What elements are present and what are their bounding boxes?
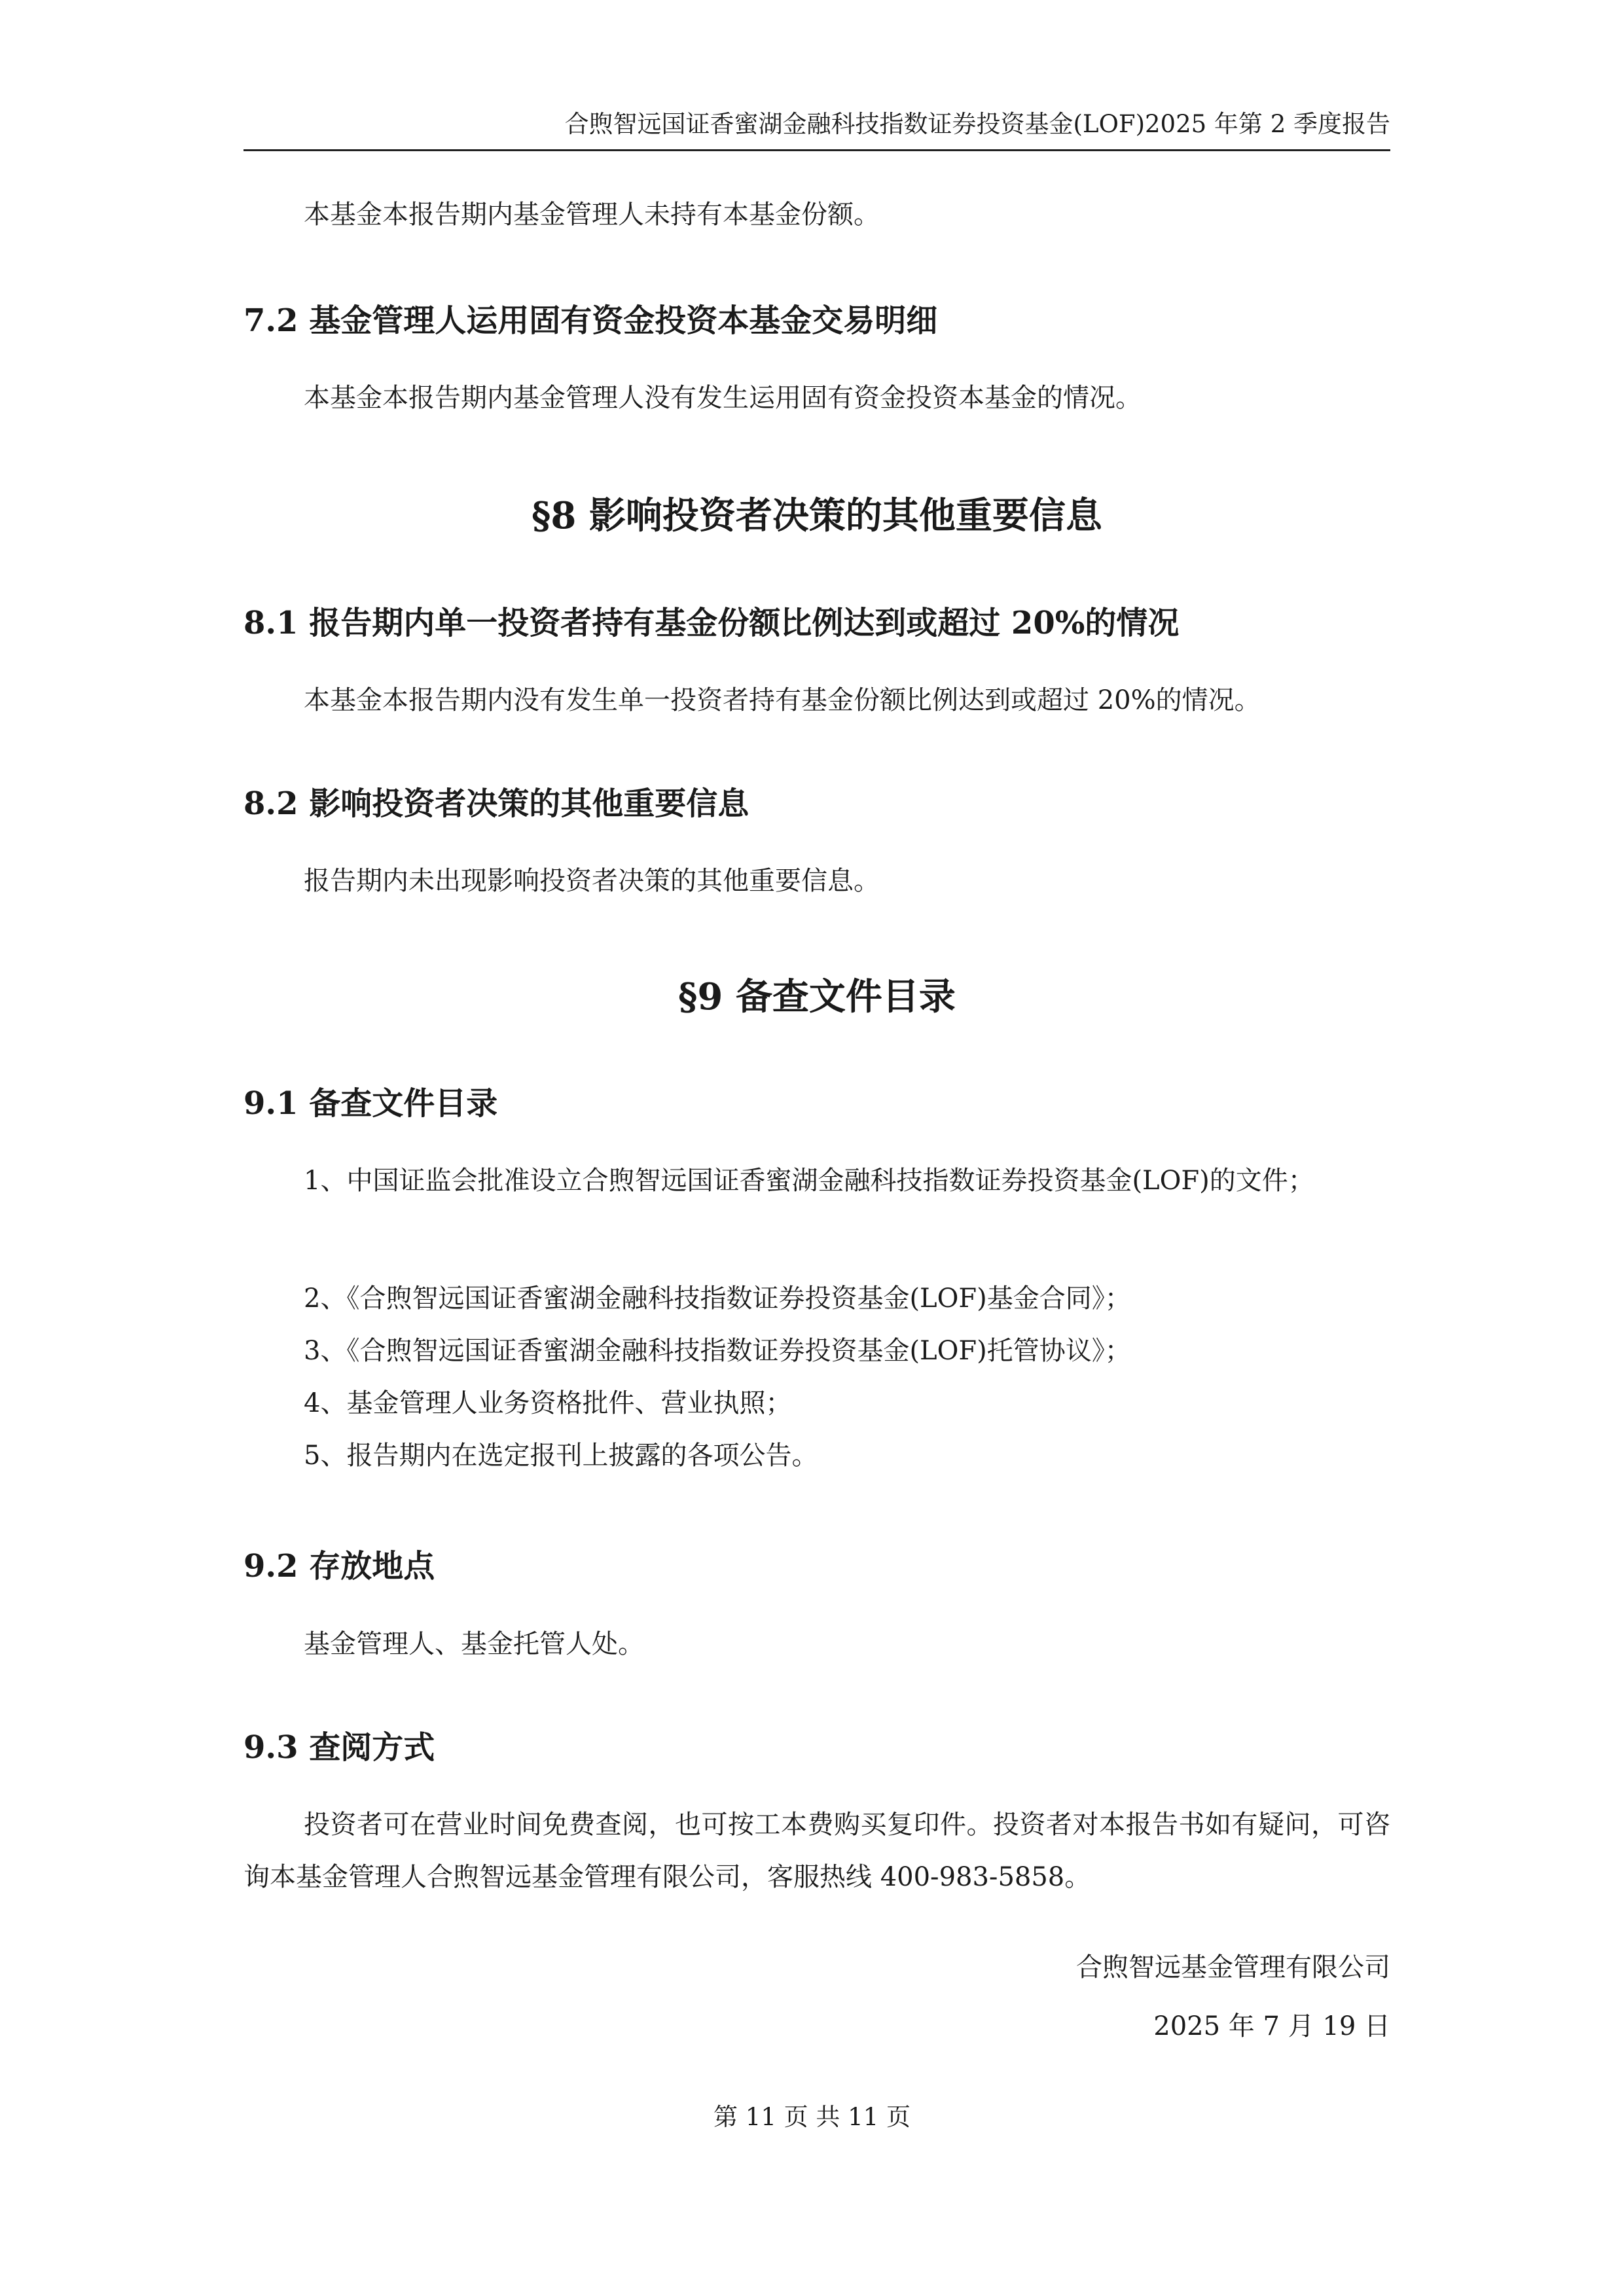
section-8-1-body: 本基金本报告期内没有发生单一投资者持有基金份额比例达到或超过 20%的情况。: [304, 685, 1261, 715]
section-7-2-body: 本基金本报告期内基金管理人没有发生运用固有资金投资本基金的情况。: [304, 383, 1142, 413]
section-8-2-body: 报告期内未出现影响投资者决策的其他重要信息。: [304, 866, 880, 896]
section-9-3-heading: 9.3 查阅方式: [244, 1729, 435, 1766]
signature-company: 合煦智远基金管理有限公司: [1076, 1952, 1390, 1982]
section-8-1-heading: 8.1 报告期内单一投资者持有基金份额比例达到或超过 20%的情况: [244, 605, 1180, 641]
section-9-1-heading: 9.1 备查文件目录: [244, 1085, 498, 1122]
header-rule: [244, 149, 1390, 151]
section-9-3-body: 投资者可在营业时间免费查阅，也可按工本费购买复印件。投资者对本报告书如有疑问，可咨询本基金管理人合煦智远基金管理有限公司，客服热线 400-983-5858。: [244, 1810, 1390, 1892]
section-9-title: §9 备查文件目录: [678, 975, 956, 1018]
section-9-2-heading: 9.2 存放地点: [244, 1548, 435, 1585]
signature-date: 2025 年 7 月 19 日: [1153, 2011, 1390, 2041]
section-7-2-heading: 7.2 基金管理人运用固有资金投资本基金交易明细: [244, 302, 938, 339]
page-footer: 第 11 页 共 11 页: [713, 2103, 911, 2131]
section-9-2-body: 基金管理人、基金托管人处。: [304, 1629, 644, 1659]
section-8-title: §8 影响投资者决策的其他重要信息: [532, 494, 1102, 537]
section-9-1-item-4: 4、基金管理人业务资格批件、营业执照；: [304, 1388, 792, 1418]
section-9-1-item-3: 3、《合煦智远国证香蜜湖金融科技指数证券投资基金(LOF)托管协议》；: [304, 1336, 1131, 1366]
section-9-1-item-2: 2、《合煦智远国证香蜜湖金融科技指数证券投资基金(LOF)基金合同》；: [304, 1283, 1131, 1314]
running-header: 合煦智远国证香蜜湖金融科技指数证券投资基金(LOF)2025 年第 2 季度报告: [564, 110, 1390, 138]
section-9-1-item-1: 1、中国证监会批准设立合煦智远国证香蜜湖金融科技指数证券投资基金(LOF)的文件；: [304, 1166, 1314, 1196]
section-9-1-item-5: 5、报告期内在选定报刊上披露的各项公告。: [304, 1441, 818, 1471]
section-7-1-body: 本基金本报告期内基金管理人未持有本基金份额。: [304, 200, 880, 230]
section-8-2-heading: 8.2 影响投资者决策的其他重要信息: [244, 785, 749, 822]
